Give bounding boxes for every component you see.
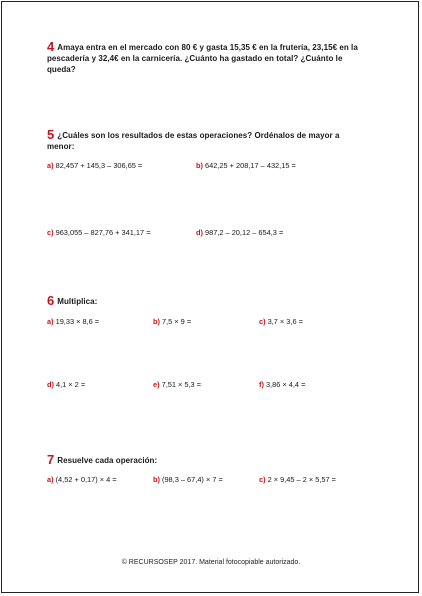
question-number: 6 — [47, 293, 55, 308]
question-number: 7 — [47, 452, 55, 467]
item-label: d) — [47, 380, 54, 389]
item-label: b) — [153, 317, 160, 326]
question-7 — [47, 454, 365, 466]
question-6-statement — [47, 295, 365, 307]
item-expression: (98,3 – 67,4) × 7 = — [161, 475, 223, 484]
item-label: f) — [259, 380, 264, 389]
operation-6d — [47, 380, 85, 389]
item-label: a) — [47, 317, 54, 326]
item-label: c) — [47, 228, 54, 237]
item-expression: 987,2 – 20,12 – 654,3 = — [204, 228, 284, 237]
question-5 — [47, 129, 365, 152]
operation-5d — [196, 228, 283, 237]
question-text: ¿Cuáles son los resultados de estas operaciones? Ordénalos de mayor a menor: — [47, 131, 340, 151]
question-5-statement — [47, 129, 365, 152]
item-label: c) — [259, 317, 266, 326]
operation-7b — [153, 475, 223, 484]
question-4-statement — [47, 41, 365, 75]
item-expression: 3,86 × 4,4 = — [265, 380, 306, 389]
item-expression: 4,1 × 2 = — [55, 380, 86, 389]
item-label: b) — [196, 161, 203, 170]
question-number: 5 — [47, 127, 55, 142]
item-expression: 2 × 9,45 – 2 × 5,57 = — [267, 475, 336, 484]
operation-6f — [259, 380, 305, 389]
question-text: Amaya entra en el mercado con 80 € y gasta 15,35 € en la frutería, 23,15€ en la pescadería y 32,4€ en la carnicería. ¿Cuánto ha gastado en total? ¿Cuánto le queda? — [47, 43, 358, 74]
item-label: c) — [259, 475, 266, 484]
item-expression: 963,055 – 827,76 + 341,17 = — [55, 228, 151, 237]
operation-7c — [259, 475, 336, 484]
question-6 — [47, 295, 365, 307]
item-expression: (4,52 + 0,17) × 4 = — [55, 475, 117, 484]
operation-7a — [47, 475, 117, 484]
item-expression: 19,33 × 8,6 = — [55, 317, 100, 326]
item-label: a) — [47, 161, 54, 170]
operation-6e — [153, 380, 201, 389]
item-label: b) — [153, 475, 160, 484]
operation-5a — [47, 161, 142, 170]
operation-6b — [153, 317, 191, 326]
item-expression: 7,5 × 9 = — [161, 317, 192, 326]
operation-6a — [47, 317, 99, 326]
item-expression: 3,7 × 3,6 = — [267, 317, 303, 326]
question-number: 4 — [47, 39, 55, 54]
operation-5b — [196, 161, 296, 170]
item-expression: 82,457 + 145,3 – 306,65 = — [55, 161, 143, 170]
item-label: d) — [196, 228, 203, 237]
question-text: Resuelve cada operación: — [57, 456, 158, 465]
question-4 — [47, 41, 365, 75]
item-label: e) — [153, 380, 160, 389]
item-expression: 7,51 × 5,3 = — [161, 380, 202, 389]
operation-6c — [259, 317, 303, 326]
operation-5c — [47, 228, 151, 237]
item-label: a) — [47, 475, 54, 484]
copyright-footer: © RECURSOSEP 2017. Material fotocopiable autorizado. — [121, 559, 301, 566]
question-7-statement — [47, 454, 365, 466]
item-expression: 642,25 + 208,17 – 432,15 = — [204, 161, 296, 170]
question-text: Multiplica: — [57, 297, 98, 306]
